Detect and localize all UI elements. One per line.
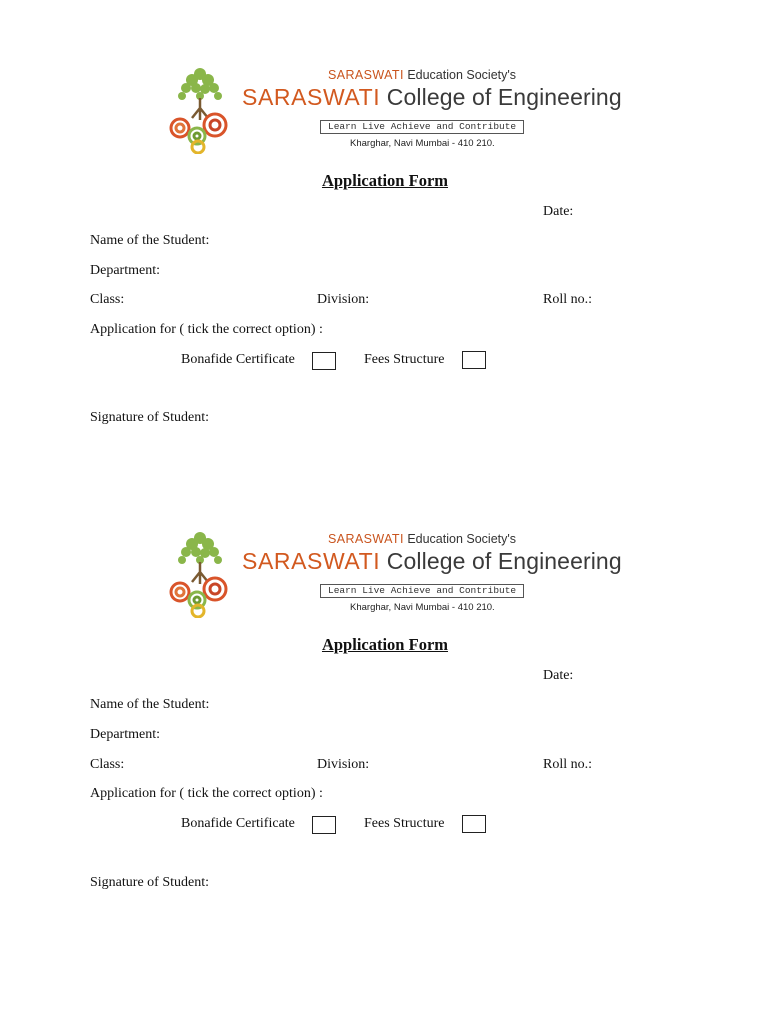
college-tagline: Learn Live Achieve and Contribute: [320, 120, 524, 134]
college-logo: [164, 64, 622, 154]
application-form-1: [0, 64, 770, 528]
college-location: Kharghar, Navi Mumbai - 410 210.: [350, 602, 495, 613]
bonafide-option-label: Bonafide Certificate: [181, 816, 295, 831]
form-title: Application Form: [321, 635, 449, 654]
class-label: Class:: [90, 292, 125, 307]
department-label: Department:: [90, 263, 160, 278]
student-name-label: Name of the Student:: [90, 697, 210, 712]
student-name-label: Name of the Student:: [90, 233, 210, 248]
division-label: Division:: [317, 292, 370, 307]
fees-option-label: Fees Structure: [364, 352, 445, 367]
bonafide-option-label: Bonafide Certificate: [181, 352, 295, 367]
division-label: Division:: [317, 757, 370, 772]
college-location: Kharghar, Navi Mumbai - 410 210.: [350, 138, 495, 149]
tree-emblem-icon: [164, 528, 236, 618]
college-name: SARASWATI College of Engineering: [242, 84, 622, 110]
application-for-label: Application for ( tick the correct option) :: [90, 786, 323, 801]
signature-label: Signature of Student:: [90, 875, 209, 890]
application-for-label: Application for ( tick the correct option) :: [90, 322, 323, 337]
bonafide-checkbox[interactable]: [312, 816, 336, 834]
application-form-2: [0, 528, 770, 992]
date-label: Date:: [543, 204, 574, 219]
fees-structure-checkbox[interactable]: [462, 815, 486, 833]
form-title: Application Form: [321, 171, 449, 190]
society-name: SARASWATI Education Society's: [328, 68, 517, 82]
fees-option-label: Fees Structure: [364, 816, 445, 831]
roll-no-label: Roll no.:: [543, 757, 593, 772]
college-name: SARASWATI College of Engineering: [242, 548, 622, 574]
signature-label: Signature of Student:: [90, 410, 209, 425]
roll-no-label: Roll no.:: [543, 292, 593, 307]
bonafide-checkbox[interactable]: [312, 352, 336, 370]
fees-structure-checkbox[interactable]: [462, 351, 486, 369]
college-logo: [164, 528, 622, 618]
date-label: Date:: [543, 668, 574, 683]
class-label: Class:: [90, 757, 125, 772]
college-tagline: Learn Live Achieve and Contribute: [320, 584, 524, 598]
tree-emblem-icon: [164, 64, 236, 154]
society-name: SARASWATI Education Society's: [328, 532, 517, 546]
department-label: Department:: [90, 727, 160, 742]
